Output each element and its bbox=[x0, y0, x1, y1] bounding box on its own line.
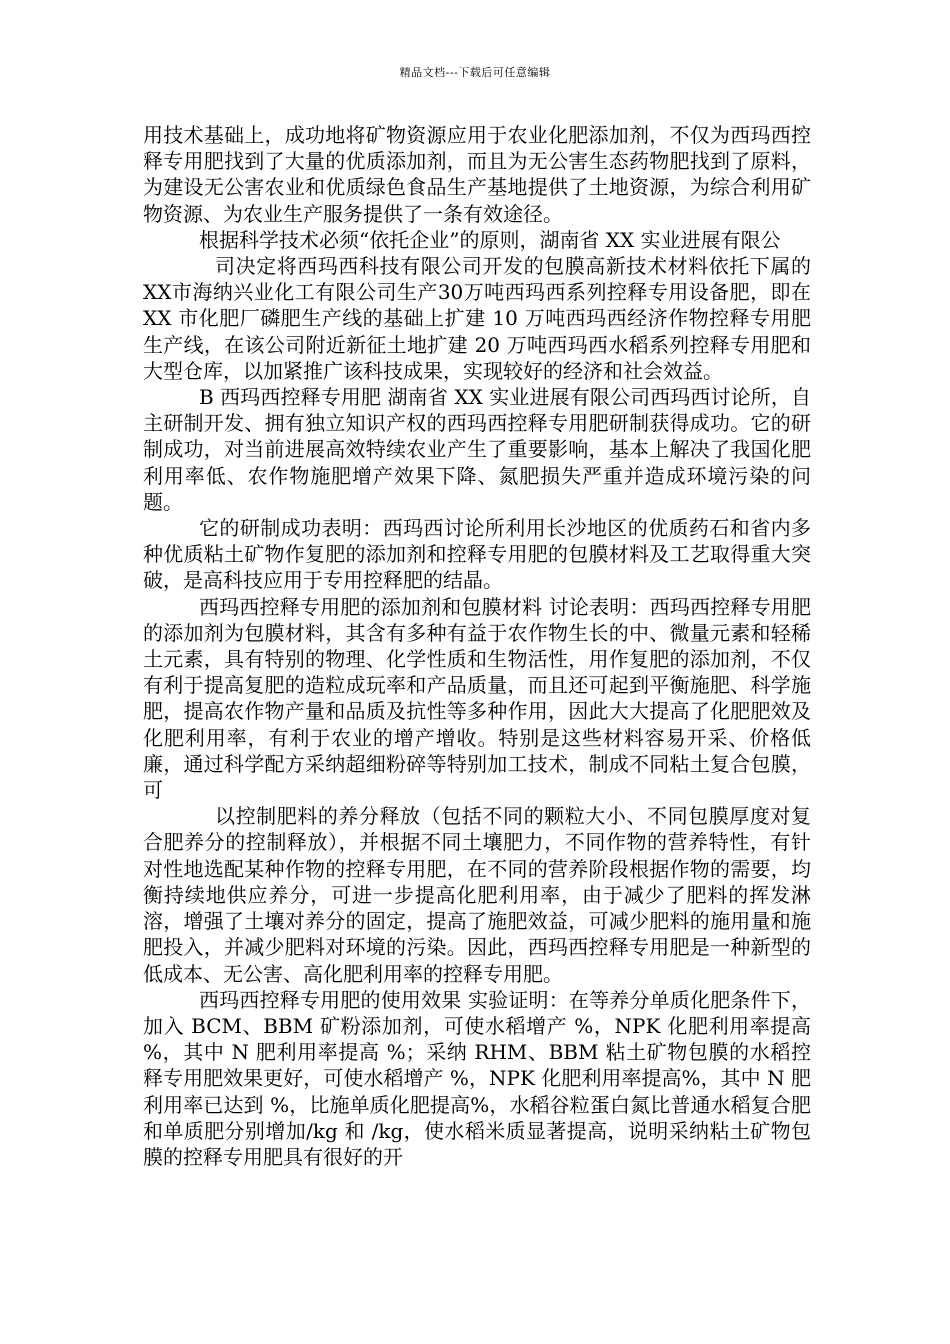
paragraph-research-success: B 西玛西控释专用肥 湖南省 XX 实业进展有限公司西玛西讨论所，自主研制开发、拥有独立知识产权的西玛西控释专用肥研制获得成功。它的研制成功，对当前进展高效特续农业产生了重要影响，基本上解决了我国化肥利用率低、农作物施肥增产效果下降、氮肥损失严重并造成环境污染的问题。 bbox=[143, 385, 811, 514]
page-header: 精品文档---下载后可任意编辑 bbox=[399, 66, 551, 79]
paragraph-additives-coating: 西玛西控释专用肥的添加剂和包膜材料 讨论表明：西玛西控释专用肥的添加剂为包膜材料，其含有多种有益于农作物生长的中、微量元素和轻稀土元素，具有特别的物理、化学性质和生物活性，用作复肥的添加剂，不仅有利于提高复肥的造粒成玩率和产品质量，而且还可起到平衡施肥、科学施肥，提高农作物产量和品质及抗性等多种作用，因此大大提高了化肥肥效及化肥利用率，有利于农业的增产增收。特别是这些材料容易开采、价格低廉，通过科学配方采纳超细粉碎等特别加工技术，制成不同粘土复合包膜，可 bbox=[143, 594, 811, 803]
paragraph-company-decision: 司决定将西玛西科技有限公司开发的包膜高新技术材料依托下属的XX市海纳兴业化工有限公司生产30万吨西玛西系列控释专用设备肥，即在 XX 市化肥厂磷肥生产线的基础上扩建 10 万吨西玛西经济作物控释专用肥生产线，在该公司附近新征土地扩建 20 万吨西玛西水稻系列控释专用肥和大型仓库，以加紧推广该科技成果，实现较好的经济和社会效益。 bbox=[143, 254, 811, 383]
document-body bbox=[143, 122, 811, 1170]
paragraph-nutrient-release: 以控制肥料的养分释放（包括不同的颗粒大小、不同包膜厚度对复合肥养分的控制释放），并根据不同土壤肥力，不同作物的营养特性，有针对性地选配某种作物的控释专用肥，在不同的营养阶段根据作物的需要，均衡持续地供应养分，可进一步提高化肥利用率，由于减少了肥料的挥发淋溶，增强了土壤对养分的固定，提高了施肥效益，可减少肥料的施用量和施肥投入，并减少肥料对环境的污染。因此，西玛西控释专用肥是一种新型的低成本、无公害、高化肥利用率的控释专用肥。 bbox=[143, 804, 811, 986]
paragraph-success-shows: 它的研制成功表明：西玛西讨论所利用长沙地区的优质药石和省内多种优质粘土矿物作复肥的添加剂和控释专用肥的包膜材料及工艺取得重大突破，是高科技应用于专用控释肥的结晶。 bbox=[143, 516, 811, 593]
paragraph-usage-effect: 西玛西控释专用肥的使用效果 实验证明：在等养分单质化肥条件下，加入 BCM、BBM 矿粉添加剂，可使水稻增产 %，NPK 化肥利用率提高 %，其中 N 肥利用率提高 %；采纳 RHM、BBM 粘土矿物包膜的水稻控释专用肥效果更好，可使水稻增产 %，NPK 化肥利用率提高%，其中 N 肥利用率已达到 %，比施单质化肥提高%，水稻谷粒蛋白氮比普通水稻复合肥和单质肥分别增加/kg 和 /kg，使水稻米质显著提高，说明采纳粘土矿物包膜的控释专用肥具有很好的开 bbox=[143, 987, 811, 1169]
paragraph-principle: 根据科学技术必须“依托企业”的原则，湖南省 XX 实业进展有限公 bbox=[199, 227, 781, 252]
paragraph-continuation: 用技术基础上，成功地将矿物资源应用于农业化肥添加剂，不仅为西玛西控释专用肥找到了大量的优质添加剂，而且为无公害生态药物肥找到了原料，为建设无公害农业和优质绿色食品生产基地提供了土地资源，为综合利用矿物资源、为农业生产服务提供了一条有效途径。 bbox=[143, 123, 811, 226]
